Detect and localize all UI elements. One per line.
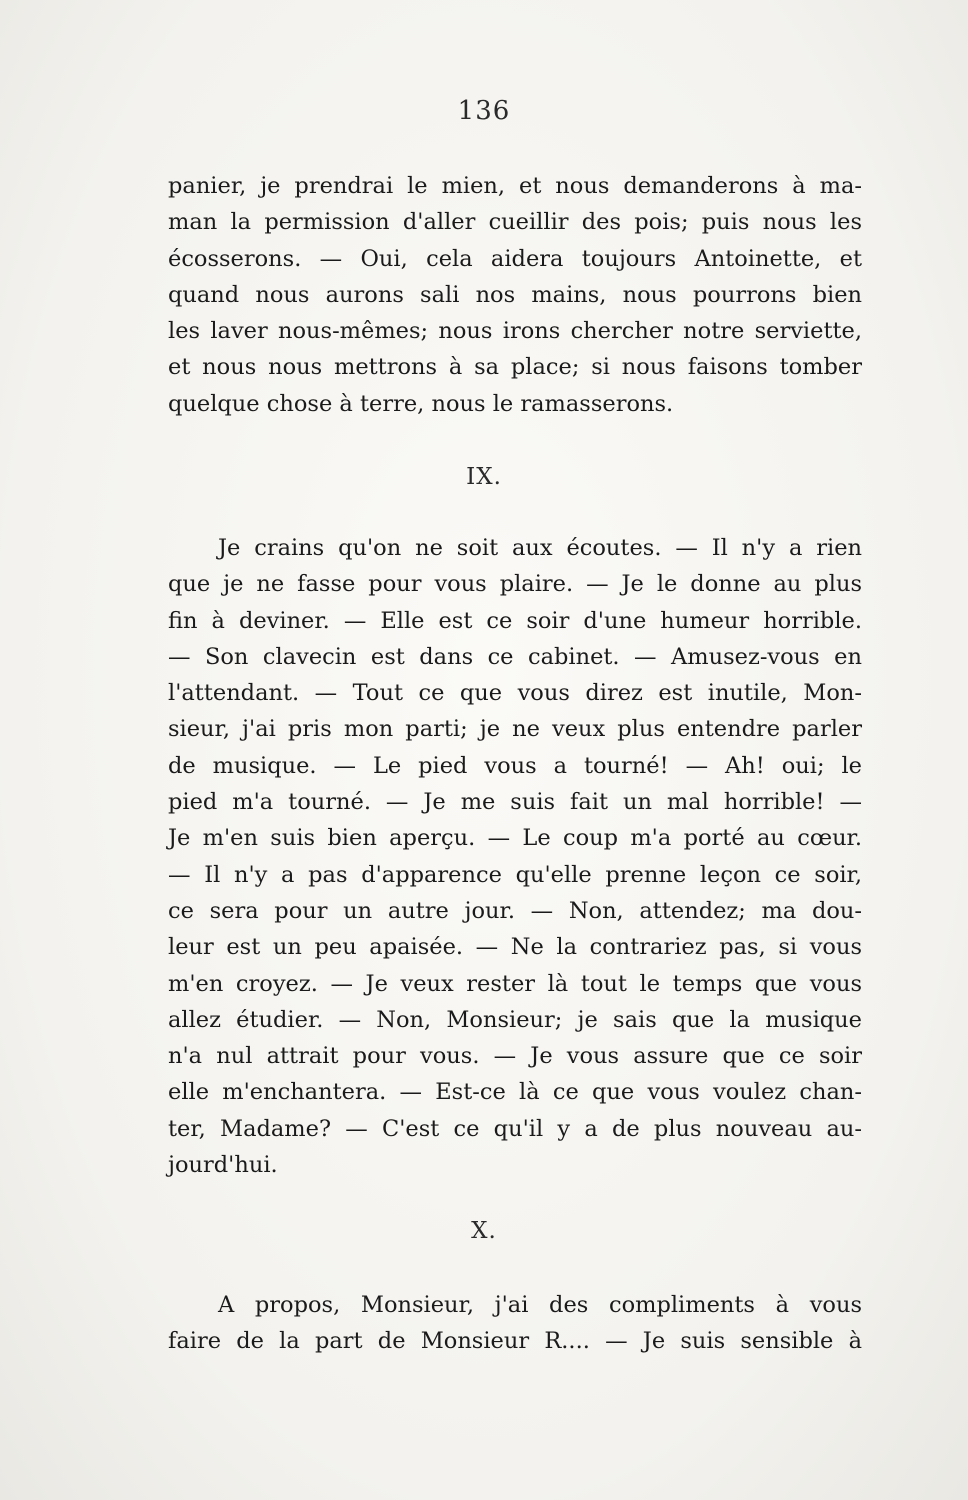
text-line: — Son clavecin est dans ce cabinet. — Amusez-vous en xyxy=(168,643,862,670)
text-line: quand nous aurons sali nos mains, nous pourrons bien xyxy=(168,281,862,308)
text-line: Je m'en suis bien aperçu. — Le coup m'a porté au cœur. xyxy=(168,825,862,852)
text-line: panier, je prendrai le mien, et nous demanderons à ma- xyxy=(168,173,862,199)
text-line: l'attendant. — Tout ce que vous direz est inutile, Mon- xyxy=(168,680,862,707)
paragraph-1 xyxy=(168,168,862,422)
section-heading-ix: IX. xyxy=(466,464,502,490)
text-line: faire de la part de Monsieur R.... — Je suis sensible à xyxy=(168,1328,862,1355)
text-line: jourd'hui. xyxy=(168,1152,278,1179)
text-line: A propos, Monsieur, j'ai des compliments à vous xyxy=(218,1292,862,1318)
text-line: allez étudier. — Non, Monsieur; je sais que la musique xyxy=(168,1006,862,1033)
text-line: fin à deviner. — Elle est ce soir d'une humeur horrible. xyxy=(168,607,862,634)
paragraph-3 xyxy=(168,1287,862,1360)
text-line: n'a nul attrait pour vous. — Je vous assure que ce soir xyxy=(168,1043,862,1070)
text-line: elle m'enchantera. — Est-ce là ce que vous voulez chan- xyxy=(168,1079,862,1106)
text-line: de musique. — Le pied vous a tourné! — Ah! oui; le xyxy=(168,752,862,779)
text-line: sieur, j'ai pris mon parti; je ne veux plus entendre parler xyxy=(168,716,862,743)
text-line: quelque chose à terre, nous le ramasserons. xyxy=(168,390,674,417)
text-line: pied m'a tourné. — Je me suis fait un mal horrible! — xyxy=(168,789,862,816)
section-heading-x: X. xyxy=(471,1218,497,1244)
text-line: et nous nous mettrons à sa place; si nous faisons tomber xyxy=(168,354,862,381)
text-line: que je ne fasse pour vous plaire. — Je le donne au plus xyxy=(168,571,862,598)
text-line: m'en croyez. — Je veux rester là tout le temps que vous xyxy=(168,970,862,997)
text-line: ce sera pour un autre jour. — Non, attendez; ma dou- xyxy=(168,897,862,924)
text-line: ter, Madame? — C'est ce qu'il y a de plus nouveau au- xyxy=(168,1115,862,1142)
text-line: leur est un peu apaisée. — Ne la contrariez pas, si vous xyxy=(168,934,862,961)
page-number: 136 xyxy=(457,96,511,126)
text-line: les laver nous-mêmes; nous irons chercher notre serviette, xyxy=(168,318,862,345)
text-line: man la permission d'aller cueillir des pois; puis nous les xyxy=(168,209,862,236)
text-line: Je crains qu'on ne soit aux écoutes. — Il n'y a rien xyxy=(218,535,862,561)
paragraph-2 xyxy=(168,530,862,1183)
text-line: — Il n'y a pas d'apparence qu'elle prenne leçon ce soir, xyxy=(168,861,862,888)
text-line: écosserons. — Oui, cela aidera toujours Antoinette, et xyxy=(168,245,862,272)
